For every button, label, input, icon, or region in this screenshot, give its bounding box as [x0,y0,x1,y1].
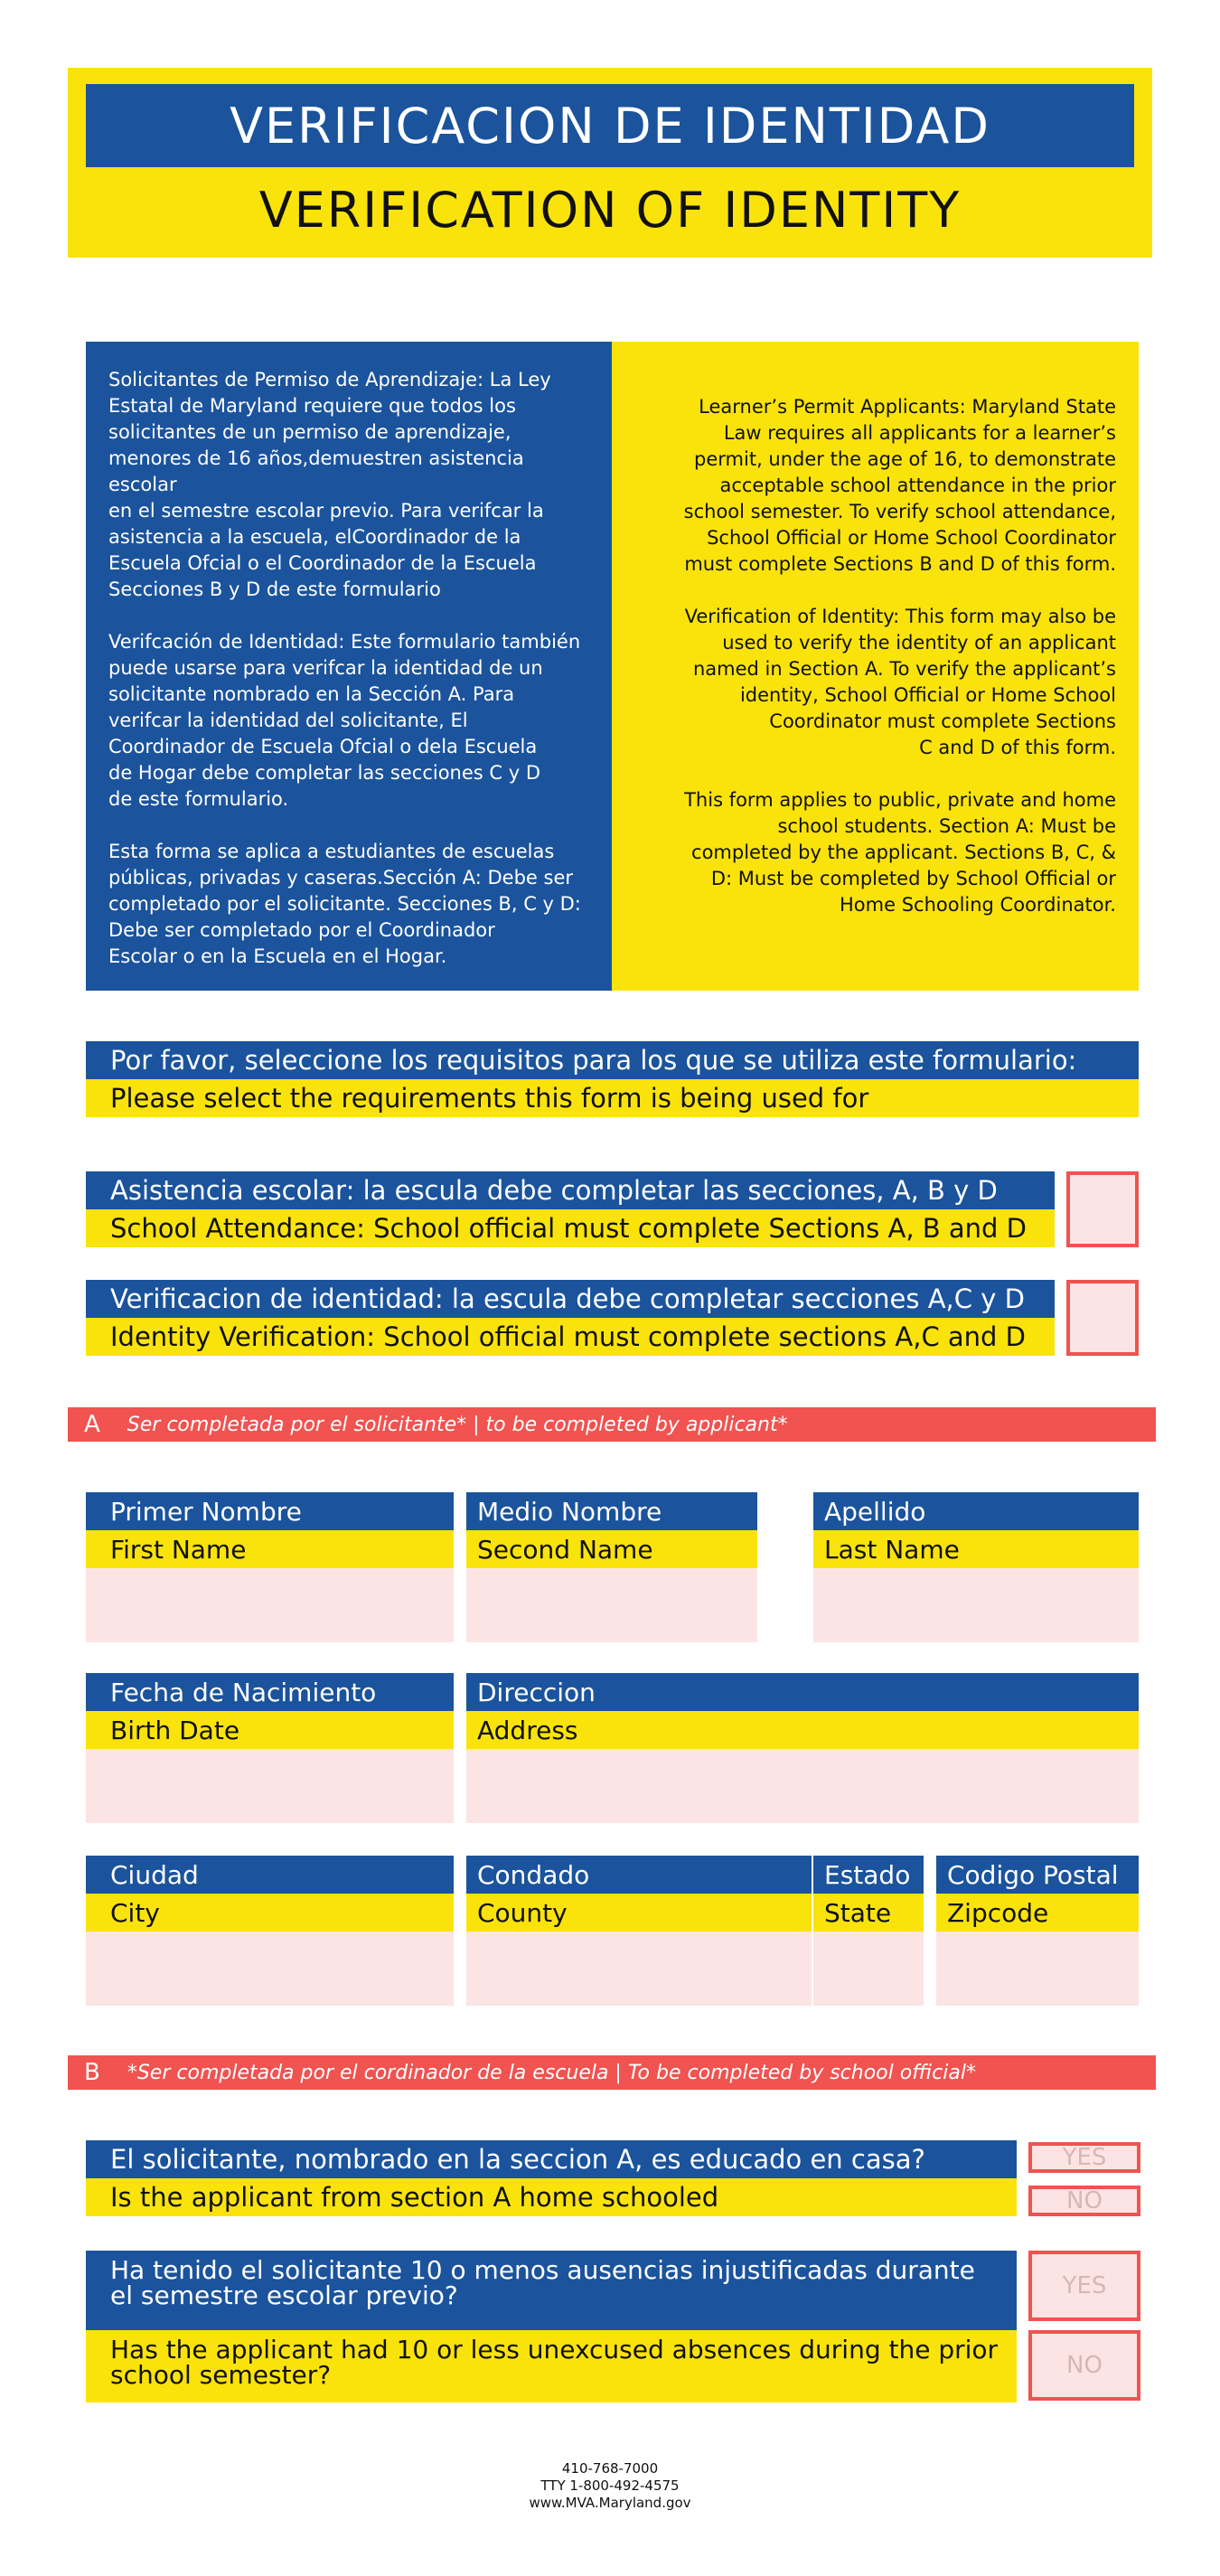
intro-es-paragraph: Verifcación de Identidad: Este formulario también puede usarse para verifcar la identidad de un solicitante nombrado en la Sección A. Para verifcar la identidad del solicitante, El Coordinador de Escuela Ofcial o dela Escuela de Hogar debe completar las secciones C y D de este formulario. [108,631,581,810]
last-name-label-es: Apellido [813,1492,1139,1530]
first-name-label-es: Primer Nombre [86,1492,454,1530]
section-a-header [68,1407,1156,1442]
county-input[interactable] [466,1932,812,2006]
home-schooled-yes-checkbox[interactable]: YES [1028,2142,1140,2173]
second-name-input[interactable] [466,1568,757,1642]
requirements-prompt-en: Please select the requirements this form is being used for [86,1079,1139,1117]
footer-phone: 410-768-7000 [561,2460,659,2477]
first-name-label-en: First Name [86,1530,454,1568]
footer-contact [0,2460,1220,2512]
county-label-en: County [466,1894,812,1932]
requirements-prompt-es: Por favor, seleccione los requisitos para los que se utiliza este formulario: [86,1041,1139,1079]
section-b-header [68,2055,1156,2090]
address-input[interactable] [466,1749,1139,1823]
city-label-es: Ciudad [86,1856,454,1894]
state-label-es: Estado [813,1856,924,1894]
absences-question-en: Has the applicant had 10 or less unexcused absences during the prior school semester? [86,2330,1017,2402]
section-b-text: *Ser completada por el cordinador de la escuela | To be completed by school official* [127,2061,976,2084]
intro-spanish [86,342,612,991]
option-school-attendance-en: School Attendance: School official must complete Sections A, B and D [86,1209,1055,1247]
address-label-en: Address [466,1711,1139,1749]
zipcode-input[interactable] [936,1932,1139,2006]
title-en: VERIFICATION OF IDENTITY [258,181,962,239]
option-school-attendance-es: Asistencia escolar: la escula debe completar las secciones, A, B y D [86,1171,1055,1209]
address-label-es: Direccion [466,1673,1139,1711]
county-label-es: Condado [466,1856,812,1894]
intro-en-paragraph: This form applies to public, private and home school students. Section A: Must be completed by the applicant. Sections B, C, & D: Must be completed by School Official or Home Schooling Coordinator. [684,789,1116,916]
absences-no-checkbox[interactable]: NO [1028,2330,1140,2401]
absences-yes-checkbox[interactable]: YES [1028,2251,1140,2321]
section-b-letter: B [84,2059,100,2086]
footer-website-link[interactable]: www.MVA.Maryland.gov [529,2495,691,2511]
intro-es-paragraph: Esta forma se aplica a estudiantes de escuelas públicas, privadas y caseras.Sección A: Debe ser completado por el solicitante. Secciones B, C y D: Debe ser completado por el Coordinador Escolar o en la Escuela en el Hogar. [108,841,581,967]
city-label-en: City [86,1894,454,1932]
zipcode-label-es: Codigo Postal [936,1856,1139,1894]
absences-question-es: Ha tenido el solicitante 10 o menos ausencias injustificadas durante el semestre escolar previo? [86,2251,1017,2330]
intro-en-paragraph: Learner’s Permit Applicants: Maryland State Law requires all applicants for a learner’s permit, under the age of 16, to demonstrate acceptable school attendance in the prior school semester. To verify school attendance, School Official or Home School Coordinator must complete Sections B and D of this form. [683,396,1116,575]
second-name-label-en: Second Name [466,1530,757,1568]
footer-tty: TTY 1-800-492-4575 [540,2477,680,2494]
title-es: VERIFICACION DE IDENTIDAD [86,84,1134,167]
intro-es-paragraph: Solicitantes de Permiso de Aprendizaje: La Ley Estatal de Maryland requiere que todos los solicitantes de un permiso de aprendizaje, menores de 16 años,demuestren asistencia escolar en el semestre escolar previo. Para verifcar la asistencia a la escuela, elCoordinador de la Escuela Ofcial o el Coordinador de la Escuela Secciones B y D de este formulario [108,369,551,600]
school-attendance-checkbox[interactable] [1066,1171,1139,1247]
section-a-letter: A [84,1411,100,1438]
birth-date-label-en: Birth Date [86,1711,454,1749]
state-input[interactable] [813,1932,924,2006]
last-name-label-en: Last Name [813,1530,1139,1568]
home-schooled-no-checkbox[interactable]: NO [1028,2186,1140,2216]
home-schooled-question-es: El solicitante, nombrado en la seccion A, es educado en casa? [86,2140,1017,2178]
birth-date-label-es: Fecha de Nacimiento [86,1673,454,1711]
last-name-input[interactable] [813,1568,1139,1642]
home-schooled-question-en: Is the applicant from section A home schooled [86,2178,1017,2216]
birth-date-input[interactable] [86,1749,454,1823]
city-input[interactable] [86,1932,454,2006]
intro-en-paragraph: Verification of Identity: This form may also be used to verify the identity of an applicant named in Section A. To verify the applicant’s identity, School Official or Home School Coordinator must complete Sections C and D of this form. [684,606,1116,758]
section-a-text: Ser completada por el solicitante* | to be completed by applicant* [127,1413,788,1436]
second-name-label-es: Medio Nombre [466,1492,757,1530]
first-name-input[interactable] [86,1568,454,1642]
zipcode-label-en: Zipcode [936,1894,1139,1932]
state-label-en: State [813,1894,924,1932]
intro-english [612,342,1139,991]
identity-verification-checkbox[interactable] [1066,1280,1139,1356]
option-identity-verification-es: Verificacion de identidad: la escula debe completar secciones A,C y D [86,1280,1055,1318]
option-identity-verification-en: Identity Verification: School official must complete sections A,C and D [86,1318,1055,1356]
